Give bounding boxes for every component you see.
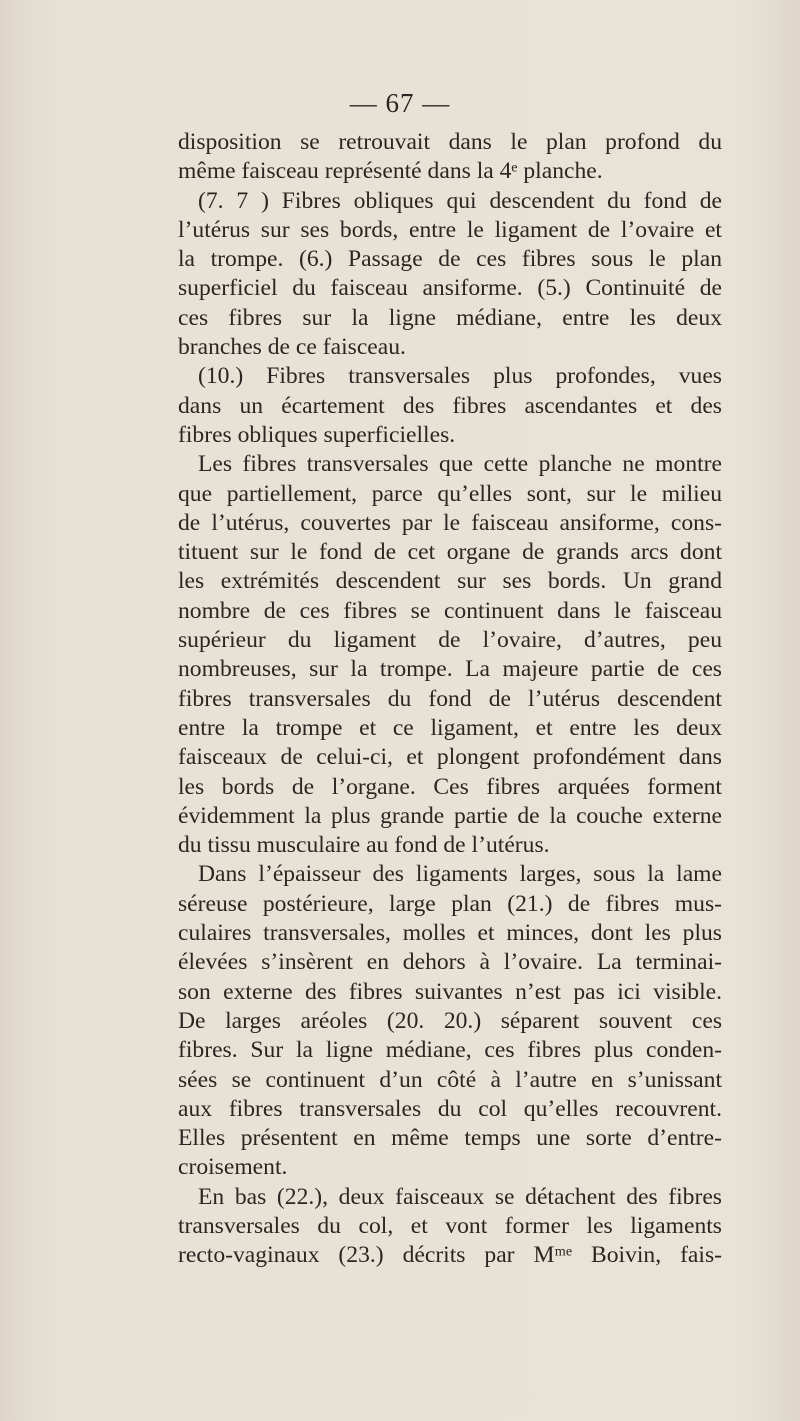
text-line: (7. 7 ) Fibres obliques qui descendent du fond de bbox=[198, 187, 722, 214]
text-line: dans un écartement des fibres ascendantes et des bbox=[178, 392, 722, 419]
text-line: la trompe. (6.) Passage de ces fibres sous le plan bbox=[178, 246, 722, 273]
text-line: Les fibres transversales que cette planche ne montre bbox=[198, 451, 722, 478]
text-line: fibres. Sur la ligne médiane, ces fibres plus conden- bbox=[178, 1037, 722, 1064]
text-line: sées se continuent d’un côté à l’autre en s’unissant bbox=[178, 1066, 722, 1093]
text-line: séreuse postérieure, large plan (21.) de fibres mus- bbox=[178, 890, 722, 917]
text-line: évidemment la plus grande partie de la couche externe bbox=[178, 802, 722, 829]
text-line: En bas (22.), deux faisceaux se détachent des fibres bbox=[198, 1183, 722, 1210]
text-line: branches de ce faisceau. bbox=[178, 334, 406, 361]
text-line: disposition se retrouvait dans le plan profond du bbox=[178, 129, 722, 155]
text-line: Elles présentent en même temps une sorte d’entre- bbox=[178, 1125, 722, 1152]
text-line: tituent sur le fond de cet organe de grands arcs dont bbox=[178, 539, 722, 566]
text-line: les extrémités descendent sur ses bords. Un grand bbox=[178, 568, 722, 595]
text-line: De larges aréoles (20. 20.) séparent souvent ces bbox=[178, 1007, 722, 1034]
text-line: fibres transversales du fond de l’utérus descendent bbox=[178, 685, 722, 712]
text-line: ces fibres sur la ligne médiane, entre les deux bbox=[178, 304, 722, 331]
text-line: (10.) Fibres transversales plus profondes, vues bbox=[198, 363, 722, 390]
text-line: de l’utérus, couvertes par le faisceau ansiforme, cons- bbox=[178, 509, 722, 536]
text-line: aux fibres transversales du col qu’elles recouvrent. bbox=[178, 1095, 722, 1122]
text-line: nombre de ces fibres se continuent dans le faisceau bbox=[178, 597, 722, 624]
text-line: son externe des fibres suivantes n’est pas ici visible. bbox=[178, 978, 722, 1005]
text-line: les bords de l’organe. Ces fibres arquées forment bbox=[178, 773, 722, 800]
text-line: superficiel du faisceau ansiforme. (5.) Continuité de bbox=[178, 275, 722, 302]
text-line: du tissu musculaire au fond de l’utérus. bbox=[178, 832, 550, 859]
text-line: nombreuses, sur la trompe. La majeure partie de ces bbox=[178, 656, 722, 683]
body-text bbox=[178, 128, 722, 1271]
text-line: que partiellement, parce qu’elles sont, sur le milieu bbox=[178, 480, 722, 507]
text-line: fibres obliques superficielles. bbox=[178, 421, 456, 448]
text-line: recto-vaginaux (23.) décrits par Mᵐᵉ Boivin, fais- bbox=[178, 1242, 722, 1269]
text-line: supérieur du ligament de l’ovaire, d’autres, peu bbox=[178, 627, 722, 654]
text-line: faisceaux de celui-ci, et plongent profondément dans bbox=[178, 744, 722, 771]
text-line: élevées s’insèrent en dehors à l’ovaire. La terminai- bbox=[178, 949, 722, 976]
text-line: transversales du col, et vont former les ligaments bbox=[178, 1212, 722, 1239]
page-number: — 67 — bbox=[349, 88, 451, 118]
text-line: entre la trompe et ce ligament, et entre les deux bbox=[178, 714, 722, 741]
text-line: culaires transversales, molles et minces, dont les plus bbox=[178, 920, 722, 947]
text-line: Dans l’épaisseur des ligaments larges, sous la lame bbox=[198, 861, 722, 888]
text-line: croisement. bbox=[178, 1154, 288, 1181]
text-line: même faisceau représenté dans la 4ᵉ planche. bbox=[178, 158, 603, 185]
text-line: l’utérus sur ses bords, entre le ligament de l’ovaire et bbox=[178, 216, 722, 243]
